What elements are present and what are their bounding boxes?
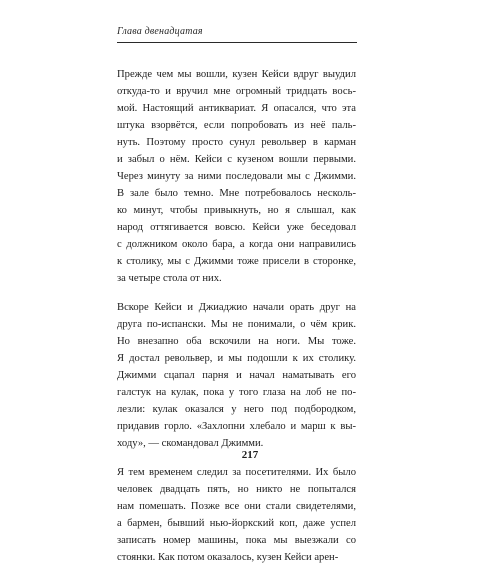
text-line: народ оттягивается вовсю. Кейси уже беседовал <box>117 222 356 233</box>
text-line: В зале было темно. Мне потребовалось несколь- <box>117 188 356 199</box>
page-number: 217 <box>241 449 259 461</box>
text-line: ходу», — скомандовал Джимми. <box>117 438 264 449</box>
text-line: Джимми сцапал парня и начал наматывать его <box>117 370 356 381</box>
text-line: друга по-испански. Мы не понимали, о чём крик. <box>117 319 356 330</box>
paragraph-1 <box>117 66 356 287</box>
text-line: ко минут, чтобы привыкнуть, но я слышал, как <box>117 205 356 216</box>
paragraph-3 <box>117 464 356 566</box>
text-line: и забыл о нём. Кейси с кузеном вошли первыми. <box>117 154 356 165</box>
text-line: откуда-то и вручил мне огромный тридцать вось- <box>117 86 356 97</box>
text-line: стоянки. Как потом оказалось, кузен Кейси арен- <box>117 552 339 563</box>
running-header-chapter-title: Глава двенадцатая <box>117 26 357 43</box>
text-line: к столику, мы с Джимми тоже присели в сторонке, <box>117 256 356 267</box>
text-line: человек двадцать пять, но никто не попытался <box>117 484 356 495</box>
text-line: галстук на кулак, пока у того глаза на лоб не по- <box>117 387 356 398</box>
text-line: Но внезапно оба вскочили на ноги. Мы тоже. <box>117 336 356 347</box>
text-line: с должником около бара, а когда они направились <box>117 239 356 250</box>
text-line: нуть. Поэтому просто сунул револьвер в карман <box>117 137 356 148</box>
text-line: Через минуту за ними последовали мы с Джимми. <box>117 171 356 182</box>
paragraph-2 <box>117 299 356 452</box>
text-line: записать номер машины, пока мы выезжали со <box>117 535 356 546</box>
text-line: штука взорвётся, если попробовать из неё паль- <box>117 120 356 131</box>
text-line: лезли: кулак оказался у него под подбородком, <box>117 404 356 415</box>
text-line: мой. Настоящий антиквариат. Я опасался, что эта <box>117 103 356 114</box>
text-line: Вскоре Кейси и Джиаджио начали орать друг на <box>117 302 356 313</box>
text-line: за четыре стола от них. <box>117 273 222 284</box>
text-line: нам помешать. Позже все они стали свидетелями, <box>117 501 356 512</box>
text-line: Я тем временем следил за посетителями. Их было <box>117 467 356 478</box>
text-line: Прежде чем мы вошли, кузен Кейси вдруг выудил <box>117 69 356 80</box>
text-line: придавив горло. «Захлопни хлебало и марш к вы- <box>117 421 356 432</box>
body-text <box>117 66 356 578</box>
text-line: а бармен, бывший нью-йоркский коп, даже успел <box>117 518 356 529</box>
text-line: Я достал револьвер, и мы подошли к их столику. <box>117 353 356 364</box>
